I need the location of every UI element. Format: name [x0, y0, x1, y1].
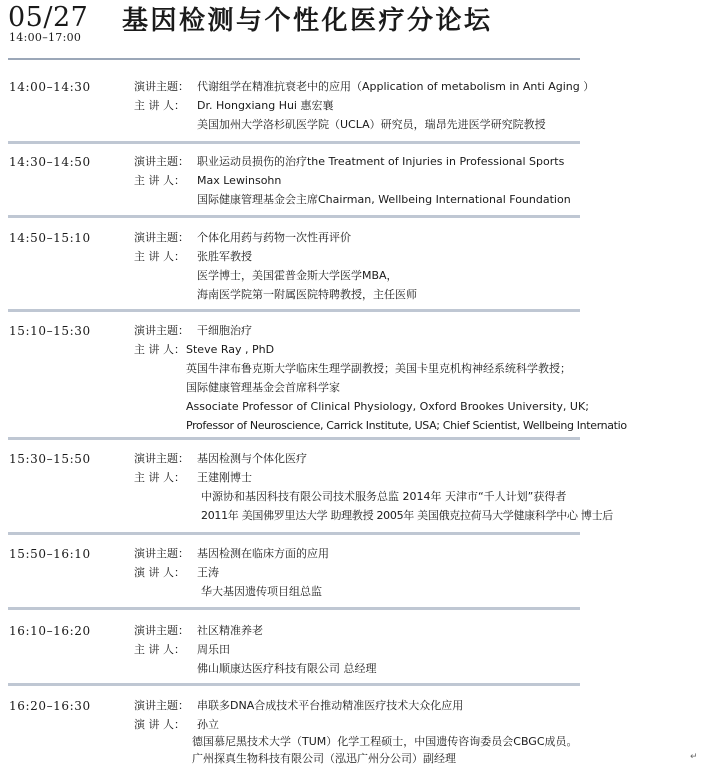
session-speaker: 王涛	[197, 566, 219, 579]
session-speaker: Steve Ray , PhD	[186, 343, 275, 356]
session-speaker: 孙立	[197, 718, 219, 731]
session-time: 16:10–16:20	[9, 624, 91, 638]
event-date: 05/27	[8, 2, 89, 33]
speaker-detail: Professor of Neuroscience, Carrick Institute, USA; Chief Scientist, Wellbeing Internatio	[186, 419, 627, 432]
topic-label: 演讲主题：	[134, 452, 189, 465]
topic-label: 演讲主题：	[134, 231, 189, 244]
speaker-label: 主 讲 人：	[134, 471, 185, 484]
session-speaker: 周乐田	[197, 643, 230, 656]
session-speaker: 王建刚博士	[197, 471, 252, 484]
session-topic: 干细胞治疗	[197, 324, 252, 337]
session-time: 15:50–16:10	[9, 547, 91, 561]
speaker-detail: 英国牛津布鲁克斯大学临床生理学副教授；美国卡里克机构神经系统科学教授；	[186, 362, 571, 375]
session-time: 14:30–14:50	[9, 155, 91, 169]
speaker-detail: 德国慕尼黑技术大学（TUM）化学工程硕士，中国遗传咨询委员会CBGC成员。	[192, 735, 578, 748]
session-speaker: 张胜军教授	[197, 250, 252, 263]
speaker-label: 主 讲 人：	[134, 174, 185, 187]
speaker-detail: 2011年 美国佛罗里达大学 助理教授 2005年 美国俄克拉荷马大学健康科学中心 博士后	[201, 509, 613, 522]
session-topic: 基因检测在临床方面的应用	[197, 547, 329, 560]
speaker-label: 主 讲 人：	[134, 250, 185, 263]
speaker-label: 主 讲 人：	[134, 343, 185, 356]
speaker-detail: 广州探真生物科技有限公司（泓迅广州分公司）副经理	[192, 752, 456, 765]
session-speaker: Max Lewinsohn	[197, 174, 282, 187]
session-topic: 基因检测与个体化医疗	[197, 452, 307, 465]
topic-label: 演讲主题：	[134, 624, 189, 637]
speaker-detail: Associate Professor of Clinical Physiology, Oxford Brookes University, UK;	[186, 400, 589, 413]
return-mark-icon: ↵	[690, 752, 698, 762]
speaker-detail: 医学博士，美国霍普金斯大学医学MBA，	[197, 269, 398, 282]
page-title: 基因检测与个性化医疗分论坛	[122, 6, 493, 36]
session-divider	[8, 437, 580, 440]
session-topic: 个体化用药与药物一次性再评价	[197, 231, 351, 244]
speaker-detail: 佛山顺康达医疗科技有限公司 总经理	[197, 662, 377, 675]
topic-label: 演讲主题：	[134, 324, 189, 337]
session-topic: 社区精准养老	[197, 624, 263, 637]
session-time: 16:20–16:30	[9, 699, 91, 713]
speaker-label: 演 讲 人：	[134, 566, 185, 579]
topic-label: 演讲主题：	[134, 699, 189, 712]
speaker-detail: 中源协和基因科技有限公司技术服务总监 2014年 天津市“千人计划”获得者	[201, 490, 567, 503]
session-divider	[8, 141, 580, 144]
speaker-detail: 国际健康管理基金会首席科学家	[186, 381, 340, 394]
header-divider	[8, 58, 580, 60]
speaker-detail: 国际健康管理基金会主席Chairman, Wellbeing International Foundation	[197, 193, 571, 206]
topic-label: 演讲主题：	[134, 547, 189, 560]
speaker-label: 主 讲 人：	[134, 99, 185, 112]
session-divider	[8, 607, 580, 610]
session-time: 14:50–15:10	[9, 231, 91, 245]
session-topic: 串联多DNA合成技术平台推动精准医疗技术大众化应用	[197, 699, 464, 712]
speaker-detail: 美国加州大学洛杉矶医学院（UCLA）研究员，瑞昂先进医学研究院教授	[197, 118, 546, 131]
session-topic: 代谢组学在精准抗衰老中的应用（Application of metabolism in Anti Aging ）	[197, 80, 595, 93]
topic-label: 演讲主题：	[134, 80, 189, 93]
event-time-range: 14:00–17:00	[9, 31, 82, 44]
session-divider	[8, 215, 580, 218]
session-speaker: Dr. Hongxiang Hui 惠宏襄	[197, 99, 334, 112]
session-time: 14:00–14:30	[9, 80, 91, 94]
session-time: 15:10–15:30	[9, 324, 91, 338]
session-divider	[8, 532, 580, 535]
speaker-detail: 海南医学院第一附属医院特聘教授，主任医师	[197, 288, 417, 301]
session-divider	[8, 309, 580, 312]
topic-label: 演讲主题：	[134, 155, 189, 168]
speaker-label: 演 讲 人：	[134, 718, 185, 731]
speaker-detail: 华大基因遗传项目组总监	[201, 585, 322, 598]
speaker-label: 主 讲 人：	[134, 643, 185, 656]
session-time: 15:30–15:50	[9, 452, 91, 466]
session-divider	[8, 683, 580, 686]
session-topic: 职业运动员损伤的治疗the Treatment of Injuries in Professional Sports	[197, 155, 565, 168]
